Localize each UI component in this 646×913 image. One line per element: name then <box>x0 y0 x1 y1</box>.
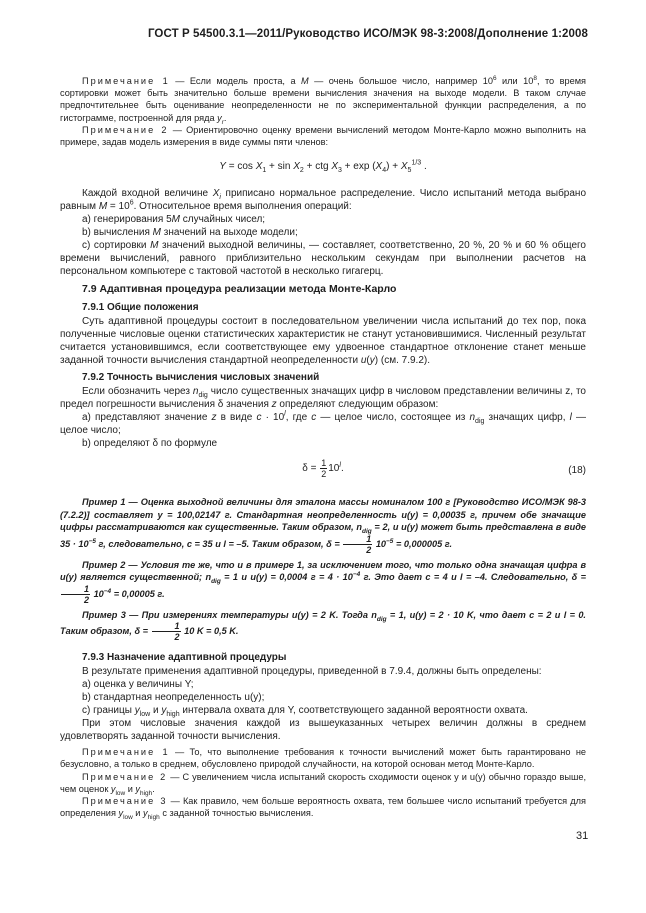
note-2: Примечание 2 — Ориентировочно оценку времени вычислений методом Монте-Карло можно выполнить на примере, задав модель измерения в виде суммы пяти членов: <box>60 124 586 148</box>
equation-number: (18) <box>568 465 586 477</box>
section-title-7-9: 7.9 Адаптивная процедура реализации метода Монте-Карло <box>82 283 397 296</box>
list-item: c) границы $y_{low}$ и $y_{high}$ интервала охвата для Y, соответствующего заданной вероятности охвата. <box>82 705 528 719</box>
fraction: $\frac{1}{2}$ <box>321 458 327 480</box>
section-title-7-9-2: 7.9.2 Точность вычисления числовых значений <box>82 372 320 384</box>
example-3: Пример 3 — При измерениях температуры u(y) = 2 K. Тогда $n_{dig} = 1$, u(y) = 2 · 10 K, что дает c = 2 и l = 0. Таким образом, δ = $\frac{1}{2}$ 10 K = 0,5 K. <box>60 609 586 643</box>
section-title-7-9-3: 7.9.3 Назначение адаптивной процедуры <box>82 652 287 664</box>
example-2: Пример 2 — Условия те же, что и в примере 1, за исключением того, что только одна значащая цифра в u(y) является существенной; $n_{dig} = 1$ и u(y) = 0,0004 $г = 4 \cdot 10^{-4}$ г. Это дает c = 4 и l = –4. Следовательно, δ = $\frac{1}{2}$ $10^{-4} = 0,00005$ г. <box>60 559 586 605</box>
paragraph-7-9-3-accuracy: При этом числовые значения каждой из вышеуказанных четырех величин должны в среднем удовлетворять заданной точности вычисления. <box>60 718 586 743</box>
paragraph-input: Каждой входной величине $X_i$ приписано нормальное распределение. Число испытаний метода выбрано равным $M = 10^6$. Относительное время выполнения операций: <box>60 188 587 213</box>
note-label: Примечание 2 <box>82 771 168 782</box>
formula-y: $Y = \cos X_1 + \sin X_2$ + ctg $X_3 + \exp (X_4) + X_5^{1/3}$ . <box>219 159 427 175</box>
section-title-7-9-1: 7.9.1 Общие положения <box>82 302 199 314</box>
list-item: а) представляют значение z в виде $c \cdot 10^l$, где c — целое число, состоящее из $n_{dig}$ значащих цифр, l — целое число; <box>60 410 587 437</box>
note-label: Примечание 3 <box>82 796 168 807</box>
page-header: ГОСТ Р 54500.3.1—2011/Руководство ИСО/МЭК 98-3:2008/Дополнение 1:2008 <box>147 28 588 40</box>
paragraph-7-9-3: В результате применения адаптивной процедуры, приведенной в 7.9.4, должны быть определены: <box>82 666 542 678</box>
paragraph-7-9-2: Если обозначить через $n_{dig}$ число существенных значащих цифр в числовом представлении величины z, то предел погрешности вычисления δ значения z определяют следующим образом: <box>60 386 586 411</box>
fraction: $\frac{1}{2}$ <box>152 621 181 642</box>
fraction: $\frac{1}{2}$ <box>61 584 90 605</box>
list-item: b) вычисления M значений на выходе модели; <box>82 227 298 239</box>
note-label: Примечание 2 <box>82 124 169 135</box>
page-number: 31 <box>576 830 589 842</box>
list-item: а) генерирования 5M случайных чисел; <box>82 214 266 226</box>
list-item: c) сортировки M значений выходной величины, — составляет, соответственно, 20 %, 20 % и 60 % общего времени вычислений, равного приблизительно нескольким секундам при выполнении расчетов на персональном компьютере с тактовой частотой в несколько гигагерц. <box>60 240 586 278</box>
paragraph-7-9-1: Суть адаптивной процедуры состоит в последовательном увеличении числа испытаний до тех пор, пока полученные числовые оценки статистических характеристик не станут установившимися. Численный результат считается установившимся, если соответствующее ему удвоенное стандартное отклонение станет меньше заданной точности вычисления стандартной неопределенности u(y) (см. 7.9.2). <box>60 316 586 367</box>
note-label: Примечание 1 <box>82 747 170 758</box>
note-label: Примечание 1 <box>82 76 170 86</box>
list-item: b) стандартная неопределенность u(y); <box>82 692 265 704</box>
list-item: а) оценка y величины Y; <box>82 679 194 691</box>
equation-18: δ = $\frac{1}{2}$ 10$^l$. (18) <box>302 458 586 480</box>
note-4: Примечание 2 — С увеличением числа испытаний скорость сходимости оценок y и u(y) обычно гораздо выше, чем оценок $y_{low}$ и $y_{high}$. <box>60 771 587 797</box>
example-1: Пример 1 — Оценка выходной величины для эталона массы номиналом 100 г [Руководство ИСО/МЭК 98-3 (7.2.2)] составляет y = 100,02147 г. Стандартная неопределенность u(y) = 0,00035 г, причем обе значащие цифры рассматриваются как существенные. Таким образом, $n_{dig} = 2$, и u(y) может быть представлена в виде $35 \cdot 10^{-5}$ г, следовательно, c = 35 и l = –5. Таким образом, δ = $\frac{1}{2}$ $10^{-5} = 0,000005$ г. <box>60 497 586 555</box>
note-1: Примечание 1 — Если модель проста, а M — очень большое число, например $10^6$ или $10^8$, то время сортировки может быть значительно больше времени вычисления значения на выходе модели. В таком случае предпочтительнее быть оценивание неопределенности не по экспериментальной функции распределения, а по гистограмме, построенной для ряда $y_r$. <box>60 74 587 126</box>
page-content <box>60 74 587 822</box>
list-item: b) определяют δ по формуле <box>82 438 218 450</box>
fraction: $\frac{1}{2}$ <box>343 534 372 555</box>
note-3: Примечание 1 — То, что выполнение требования к точности вычислений может быть гарантировано не безусловно, а только в среднем, обусловлено природой случайности, на которой основан метод Монте-Карло. <box>60 747 586 770</box>
note-5: Примечание 3 — Как правило, чем больше вероятность охвата, тем большее число испытаний требуется для определения $y_{low}$ и $y_{high}$ с заданной точностью вычисления. <box>60 796 587 822</box>
